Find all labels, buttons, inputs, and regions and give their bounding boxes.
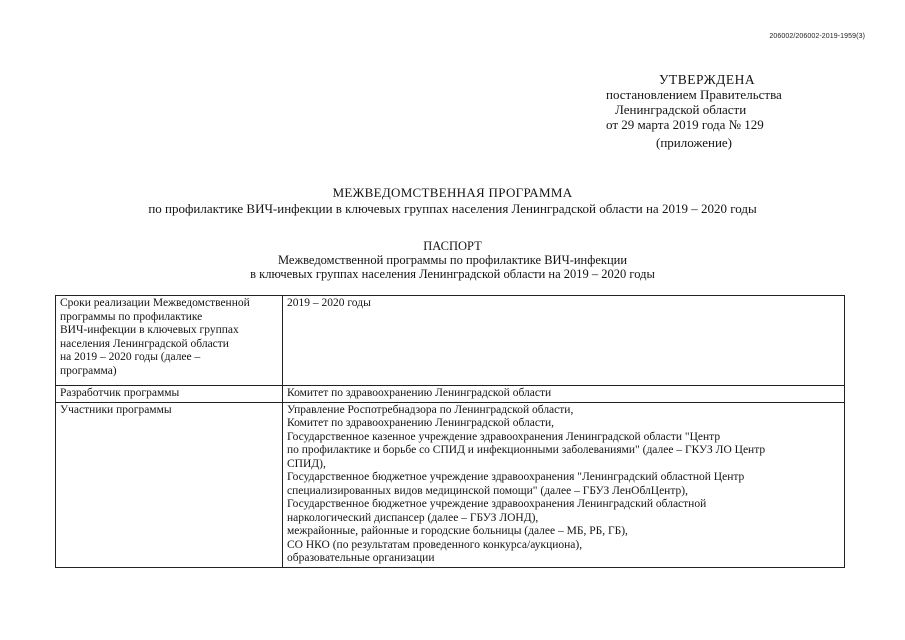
table-row	[56, 386, 845, 403]
row-label-line: программы по профилактике	[60, 310, 203, 323]
row-value-cell	[283, 386, 845, 403]
row-label-line: Участники программы	[60, 403, 172, 416]
row-label-line: программа)	[60, 364, 117, 377]
approval-line-2: Ленинградской области	[615, 102, 747, 117]
row-value-line: СПИД),	[287, 457, 326, 470]
approval-title: УТВЕРЖДЕНА	[659, 72, 756, 87]
passport-table	[55, 295, 845, 568]
row-value-cell	[283, 402, 845, 567]
program-title: МЕЖВЕДОМСТВЕННАЯ ПРОГРАММА	[332, 185, 573, 200]
row-label-line: Разработчик программы	[60, 387, 180, 399]
approval-appendix: (приложение)	[656, 135, 733, 150]
table-row	[56, 296, 845, 386]
row-value-line: 2019 – 2020 годы	[287, 297, 371, 309]
row-value-line: СО НКО (по результатам проведенного конкурса/аукциона),	[287, 538, 583, 551]
table-row	[56, 402, 845, 567]
row-value-line: Комитет по здравоохранению Ленинградской области	[287, 387, 552, 399]
row-value-line: образовательные организации	[287, 552, 435, 564]
row-label-line: населения Ленинградской области	[60, 337, 229, 350]
program-subtitle: по профилактике ВИЧ-инфекции в ключевых группах населения Ленинградской области на 2019 – 2020 годы	[148, 201, 757, 216]
row-value-line: Государственное казенное учреждение здравоохранения Ленинградской области "Центр	[287, 430, 721, 443]
row-label-line: ВИЧ-инфекции в ключевых группах	[60, 324, 239, 336]
row-value-line: специализированных видов медицинской помощи" (далее – ГБУЗ ЛенОблЦентр),	[287, 484, 688, 497]
passport-heading	[0, 239, 905, 281]
program-heading	[0, 185, 905, 217]
approval-line-3: от 29 марта 2019 года № 129	[606, 117, 764, 132]
approval-block	[606, 72, 782, 150]
row-value-cell	[283, 296, 845, 386]
passport-title: ПАСПОРТ	[423, 239, 482, 253]
row-value-line: Управление Роспотребнадзора по Ленинградской области,	[287, 403, 574, 416]
document-id: 206002/206002-2019-1959(3)	[769, 33, 865, 40]
row-label-line: на 2019 – 2020 годы (далее –	[60, 351, 201, 363]
row-value-line: наркологический диспансер (далее – ГБУЗ ЛОНД),	[287, 511, 539, 524]
row-value-line: Комитет по здравоохранению Ленинградской области,	[287, 417, 555, 429]
row-label-line: Сроки реализации Межведомственной	[60, 297, 250, 309]
passport-line-1: Межведомственной программы по профилактике ВИЧ-инфекции	[277, 253, 628, 267]
row-value-line: Государственное бюджетное учреждение здравоохранения Ленинградский областной	[287, 498, 707, 510]
passport-line-2: в ключевых группах населения Ленинградской области на 2019 – 2020 годы	[250, 267, 655, 281]
row-value-line: Государственное бюджетное учреждение здравоохранения "Ленинградский областной Центр	[287, 471, 745, 483]
row-label-cell	[56, 386, 283, 403]
row-value-line: межрайонные, районные и городские больницы (далее – МБ, РБ, ГБ),	[287, 525, 628, 537]
row-label-cell	[56, 296, 283, 386]
approval-line-1: постановлением Правительства	[606, 87, 782, 102]
row-label-cell	[56, 402, 283, 567]
row-value-line: по профилактике и борьбе со СПИД и инфекционными заболеваниями" (далее – ГКУЗ ЛО Центр	[287, 444, 766, 456]
